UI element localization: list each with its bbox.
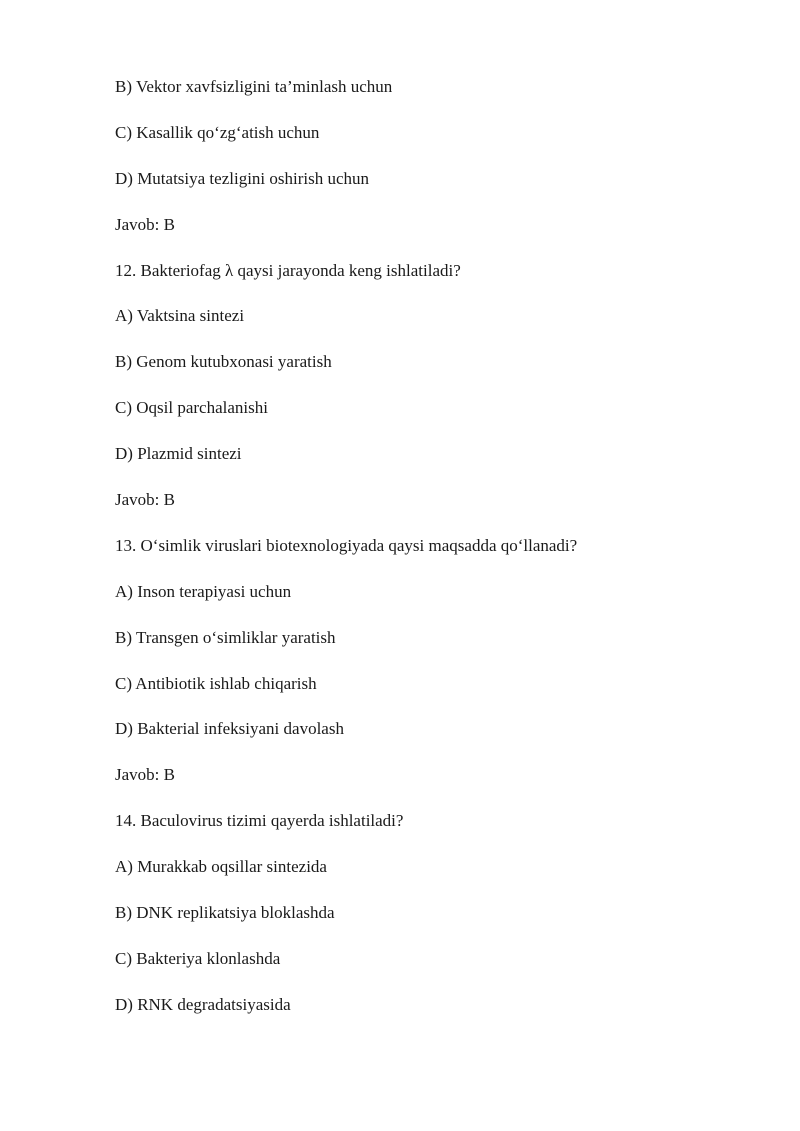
answer-option: C) Antibiotik ishlab chiqarish [115,673,317,693]
question-13: 13. O‘simlik viruslari biotexnologiyada qaysi maqsadda qo‘llanadi? [115,535,578,555]
answer-option: C) Kasallik qo‘zg‘atish uchun [115,122,320,142]
answer-option: B) DNK replikatsiya bloklashda [115,903,335,923]
question-12: 12. Bakteriofag λ qaysi jarayonda keng ishlatiladi? [115,260,461,280]
document-body [115,76,755,1040]
question-14: 14. Baculovirus tizimi qayerda ishlatiladi? [115,811,404,831]
answer-option: A) Vaktsina sintezi [115,306,245,326]
answer-option: D) Mutatsiya tezligini oshirish uchun [115,168,370,188]
answer-key: Javob: B [115,214,175,234]
answer-option: B) Genom kutubxonasi yaratish [115,352,332,372]
answer-option: B) Vektor xavfsizligini ta’minlash uchun [115,77,393,96]
answer-option: A) Inson terapiyasi uchun [115,581,292,601]
answer-key: Javob: B [115,490,175,510]
answer-key: Javob: B [115,765,175,785]
answer-option: D) Bakterial infeksiyani davolash [115,719,344,739]
answer-option: D) RNK degradatsiyasida [115,994,291,1014]
answer-option: D) Plazmid sintezi [115,444,242,464]
answer-option: C) Bakteriya klonlashda [115,948,281,968]
answer-option: A) Murakkab oqsillar sintezida [115,857,327,877]
answer-option: B) Transgen o‘simliklar yaratish [115,627,336,647]
answer-option: C) Oqsil parchalanishi [115,398,268,418]
